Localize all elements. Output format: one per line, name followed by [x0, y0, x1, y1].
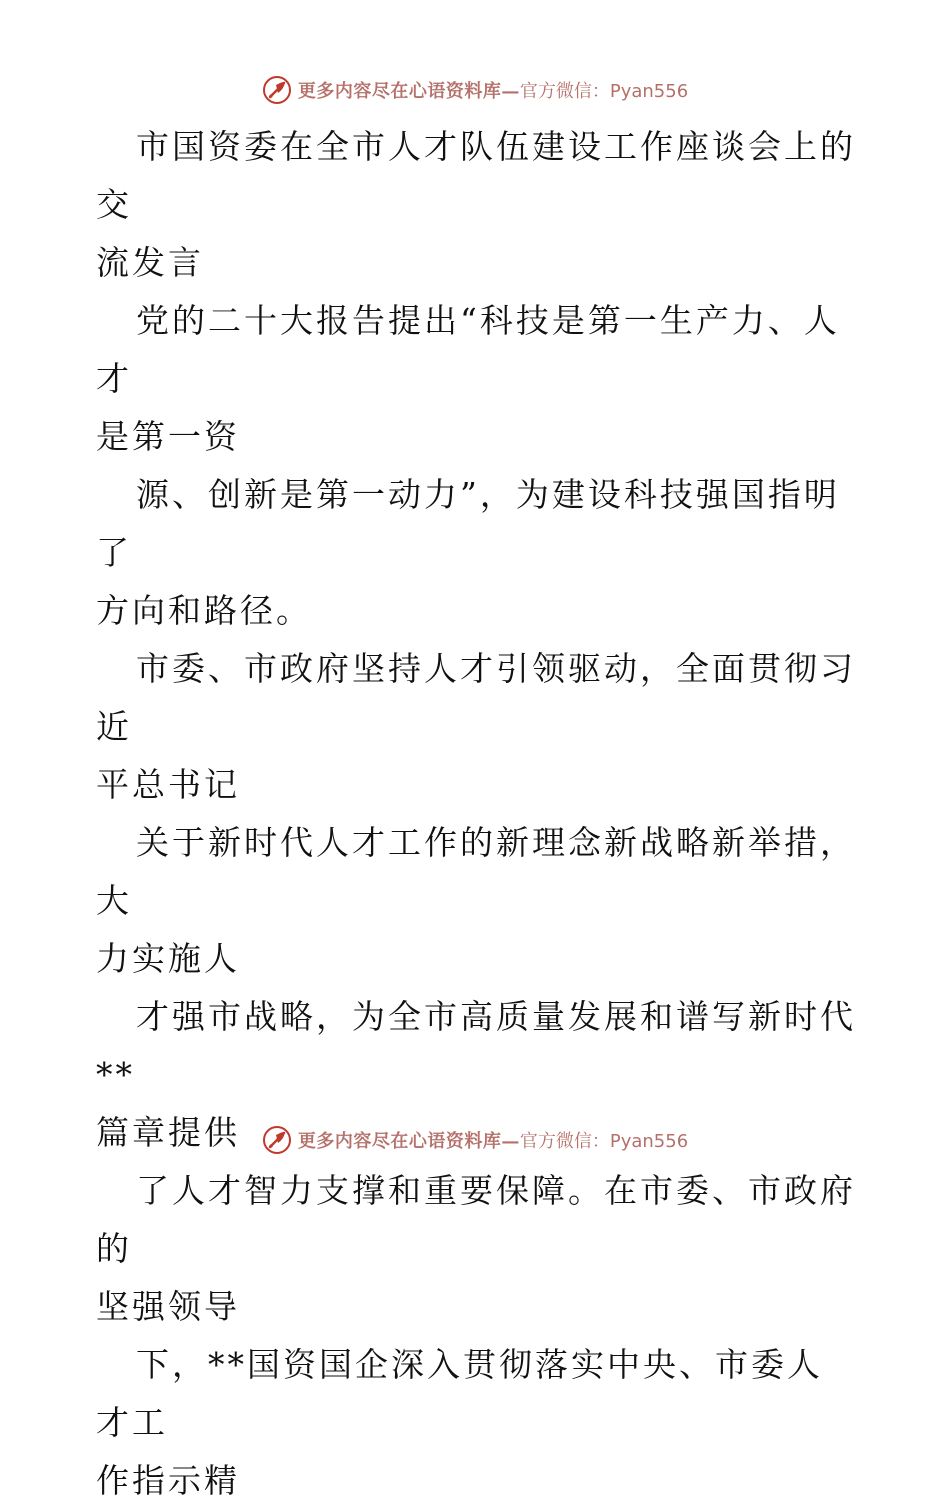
document-paragraph	[96, 640, 856, 814]
promo-text: 更多内容尽在心语资料库—	[297, 1131, 520, 1152]
wechat-contact-text: 官方微信：Pyan556	[519, 1131, 689, 1152]
paragraph-line: 坚强领导	[96, 1287, 240, 1326]
quill-pen-logo-icon	[262, 1125, 292, 1155]
document-paragraph	[96, 1336, 856, 1510]
paragraph-line: 下，**国资国企深入贯彻落实中央、市委人才工	[96, 1345, 823, 1442]
paragraph-line: 力实施人	[96, 939, 240, 978]
document-paragraph	[96, 292, 856, 466]
paragraph-line: 市国资委在全市人才队伍建设工作座谈会上的交	[96, 127, 856, 224]
footer-banner	[0, 1122, 950, 1158]
header-banner	[0, 72, 950, 108]
document-body	[96, 118, 856, 1510]
paragraph-line: 市委、市政府坚持人才引领驱动，全面贯彻习近	[96, 649, 856, 746]
wechat-contact-text: 官方微信：Pyan556	[519, 81, 689, 102]
paragraph-line: 平总书记	[96, 765, 240, 804]
document-paragraph	[96, 118, 856, 292]
quill-pen-logo-icon	[262, 75, 292, 105]
paragraph-line: 了人才智力支撑和重要保障。在市委、市政府的	[96, 1171, 856, 1268]
paragraph-line: 是第一资	[96, 417, 240, 456]
paragraph-line: 方向和路径。	[96, 591, 312, 630]
paragraph-line: 关于新时代人才工作的新理念新战略新举措，大	[96, 823, 856, 920]
document-paragraph	[96, 466, 856, 640]
paragraph-line: 源、创新是第一动力”，为建设科技强国指明了	[96, 475, 840, 572]
paragraph-line: 才强市战略，为全市高质量发展和谱写新时代**	[96, 997, 856, 1094]
paragraph-line: 作指示精	[96, 1461, 240, 1500]
paragraph-line: 党的二十大报告提出“科技是第一生产力、人才	[96, 301, 840, 398]
paragraph-line: 流发言	[96, 243, 204, 282]
paragraph-line: 篇章提供	[96, 1113, 240, 1152]
document-paragraph	[96, 1162, 856, 1336]
document-paragraph	[96, 814, 856, 988]
promo-text: 更多内容尽在心语资料库—	[297, 81, 520, 102]
